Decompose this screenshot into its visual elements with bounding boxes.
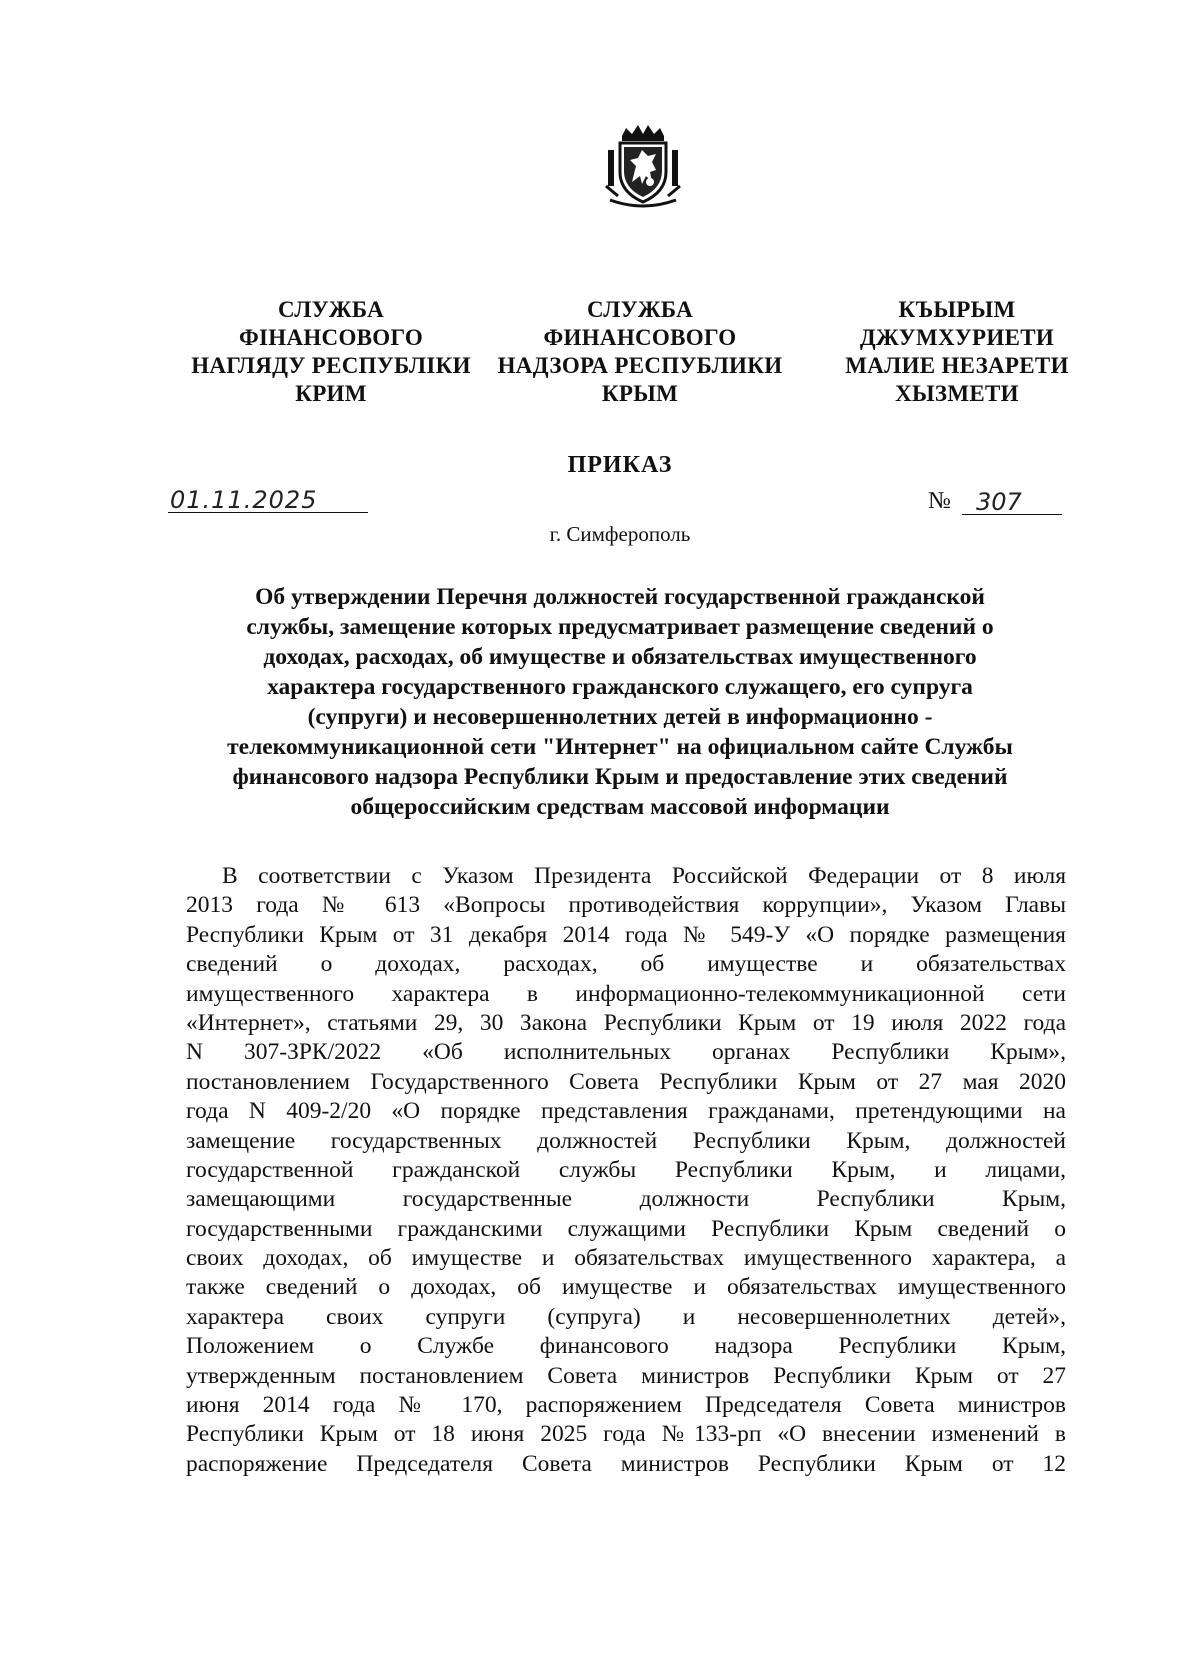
title-line: Об утверждении Перечня должностей государственной гражданской [255,584,985,610]
header-line: МАЛИЕ НЕЗАРЕТИ [845,353,1069,378]
header-line: СЛУЖБА [586,297,694,322]
body-paragraph [186,862,1066,1479]
document-title [175,582,1065,822]
body-line: N 307-ЗРК/2022 «Об исполнительных органах Республики Крым», [186,1039,1066,1066]
header-line: ФИНАНСОВОГО [543,325,737,350]
body-line: также сведений о доходах, об имуществе и обязательствах имущественного [186,1274,1066,1301]
body-line: сведений о доходах, расходах, об имуществе и обязательствах [186,951,1066,978]
header-line: КРИМ [295,381,367,406]
title-line: телекоммуникационной сети "Интернет" на официальном сайте Службы [227,734,1013,760]
body-line: В соответствии с Указом Президента Российской Федерации от 8 июля [222,863,1066,889]
order-number-field [962,490,1062,515]
body-line: июня 2014 года № 170, распоряжением Председателя Совета министров [186,1392,1066,1419]
order-number-label: № [928,488,951,514]
body-line: утвержденным постановлением Совета министров Республики Крым от 27 [186,1362,1066,1389]
order-number: 307 [976,488,1022,516]
header-line: НАДЗОРА РЕСПУБЛИКИ [497,353,783,378]
body-line: замещение государственных должностей Республики Крым, должностей [186,1127,1066,1154]
body-line: 2013 года № 613 «Вопросы противодействия коррупции», Указом Главы [186,892,1066,919]
header-ukrainian [186,296,476,408]
body-line: замещающими государственные должности Республики Крым, [186,1186,1066,1213]
header-crimean-tatar [832,296,1082,408]
title-line: (супруги) и несовершеннолетних детей в информационно - [307,704,933,730]
body-line: Положением о Службе финансового надзора Республики Крым, [186,1333,1066,1360]
body-line: государственной гражданской службы Республики Крым, и лицами, [186,1156,1066,1183]
order-date: 01.11.2025 [170,486,318,514]
header-line: ФІНАНСОВОГО [238,325,424,350]
title-line: финансового надзора Республики Крым и предоставление этих сведений [232,764,1008,790]
body-line: своих доходах, об имуществе и обязательствах имущественного характера, а [186,1245,1066,1272]
title-line: доходах, расходах, об имуществе и обязательствах имущественного [263,644,977,670]
body-line: распоряжение Председателя Совета министров Республики Крым от 12 [186,1450,1066,1477]
order-city: г. Симферополь [549,522,691,546]
body-line: государственными гражданскими служащими Республики Крым сведений о [186,1215,1066,1242]
body-line: Республики Крым от 31 декабря 2014 года № 549-У «О порядке размещения [186,921,1066,948]
body-line: «Интернет», статьями 29, 30 Закона Республики Крым от 19 июля 2022 года [186,1009,1066,1036]
header-line: ХЫЗМЕТИ [895,381,1019,406]
header-line: СЛУЖБА [277,297,385,322]
body-line: года N 409-2/20 «О порядке представления гражданами, претендующими на [186,1098,1066,1125]
header-line: КРЫМ [601,381,679,406]
body-line: постановлением Государственного Совета Республики Крым от 27 мая 2020 [186,1068,1066,1095]
title-line: характера государственного гражданского служащего, его супруга [267,674,973,700]
header-line: КЪЫРЫМ [898,297,1016,322]
header-line: ДЖУМХУРИЕТИ [859,325,1055,350]
crimea-coat-of-arms-icon [600,122,686,208]
header-russian [490,296,790,408]
order-date-field [168,488,368,513]
header-line: НАГЛЯДУ РЕСПУБЛІКИ [191,353,471,378]
title-line: службы, замещение которых предусматривает размещение сведений о [246,614,994,640]
body-line: Республики Крым от 18 июня 2025 года №133-рп «О внесении изменений в [186,1421,1066,1448]
order-title: ПРИКАЗ [567,452,673,478]
body-line: имущественного характера в информационно-телекоммуникационной сети [186,980,1066,1007]
title-line: общероссийским средствам массовой информации [350,794,890,820]
body-line: характера своих супруги (супруга) и несовершеннолетних детей», [186,1303,1066,1330]
